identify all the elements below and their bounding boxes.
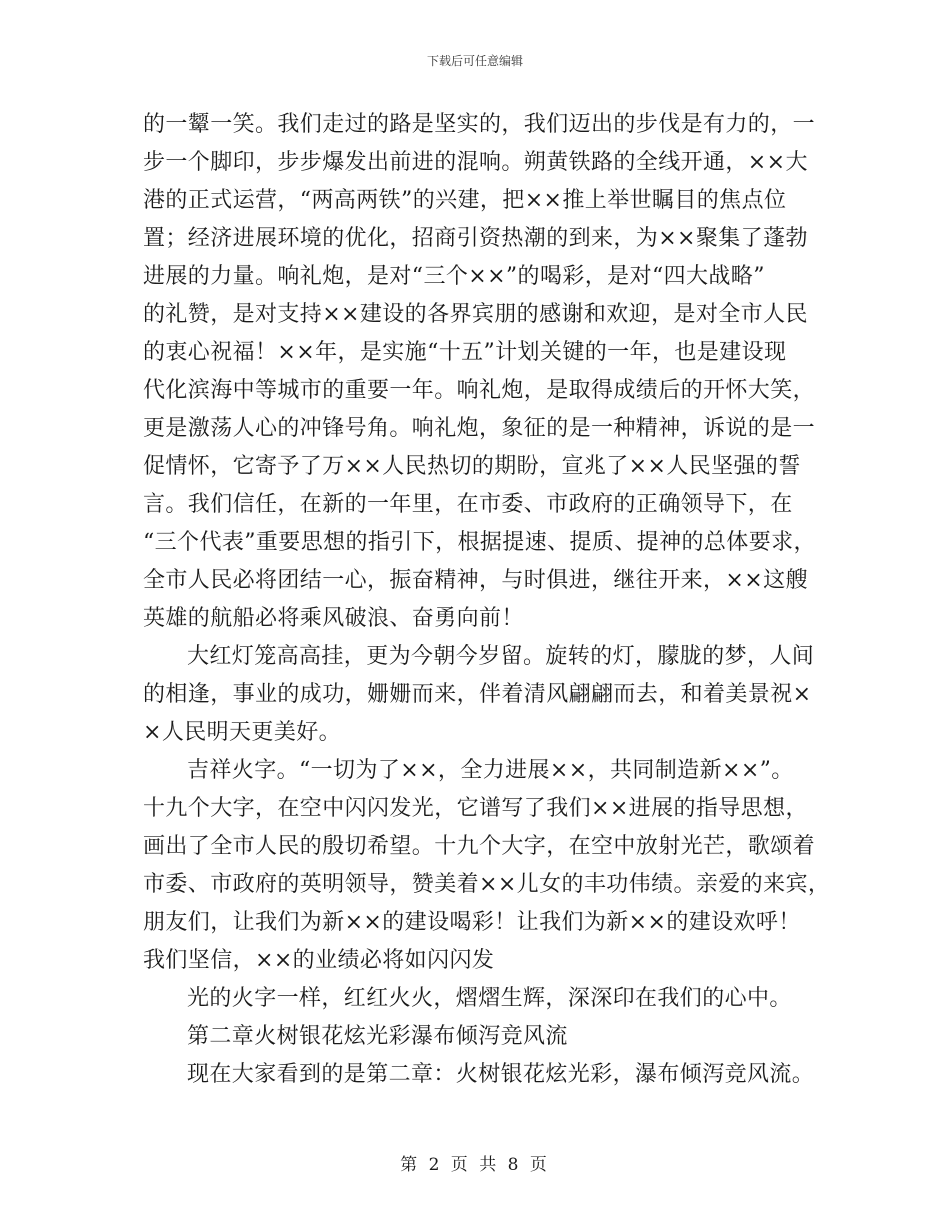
document-body bbox=[143, 106, 843, 1094]
text-line: 现在大家看到的是第二章：火树银花炫光彩，瀑布倾泻竞风流。 bbox=[187, 1062, 815, 1087]
text-line: 促情怀，它寄予了万××人民热切的期盼，宣兆了××人民坚强的誓 bbox=[143, 454, 801, 479]
text-line: 的衷心祝福！××年，是实施“十五”计划关键的一年，也是建设现 bbox=[143, 340, 787, 365]
text-line: 言。我们信任，在新的一年里，在市委、市政府的正确领导下，在 bbox=[143, 492, 793, 517]
text-line: 英雄的航船必将乘风破浪、奋勇向前！ bbox=[143, 606, 524, 631]
page-header: 下载后可任意编辑 bbox=[426, 54, 523, 68]
chapter-heading: 第二章火树银花炫光彩瀑布倾泻竞风流 bbox=[187, 1024, 568, 1049]
text-line: 的礼赞，是对支持××建设的各界宾朋的感谢和欢迎，是对全市人民 bbox=[143, 302, 808, 327]
text-line: 市委、市政府的英明领导，赞美着××儿女的丰功伟绩。亲爱的来宾， bbox=[143, 872, 831, 897]
text-line: ×人民明天更美好。 bbox=[143, 720, 342, 745]
text-line: 大红灯笼高高挂，更为今朝今岁留。旋转的灯，朦胧的梦，人间 bbox=[187, 644, 815, 669]
text-line: 代化滨海中等城市的重要一年。响礼炮，是取得成绩后的开怀大笑， bbox=[143, 378, 816, 403]
text-line: 港的正式运营，“两高两铁”的兴建，把××推上举世瞩目的焦点位 bbox=[143, 188, 787, 213]
text-line: 步一个脚印，步步爆发出前进的混响。朔黄铁路的全线开通，××大 bbox=[143, 150, 808, 175]
text-line: “三个代表”重要思想的指引下，根据提速、提质、提神的总体要求， bbox=[143, 530, 816, 555]
text-line: 全市人民必将团结一心，振奋精神，与时俱进，继往开来，××这艘 bbox=[143, 568, 808, 593]
text-line: 光的火字一样，红红火火，熠熠生辉，深深印在我们的心中。 bbox=[187, 986, 792, 1011]
text-line: 十九个大字，在空中闪闪发光，它谱写了我们××进展的指导思想， bbox=[143, 796, 808, 821]
text-line: 置；经济进展环境的优化，招商引资热潮的到来，为××聚集了蓬勃 bbox=[143, 226, 808, 251]
text-line: 进展的力量。响礼炮，是对“三个××”的喝彩，是对“四大战略” bbox=[143, 264, 765, 289]
text-line: 的一颦一笑。我们走过的路是坚实的，我们迈出的步伐是有力的，一 bbox=[143, 112, 816, 137]
text-line: 吉祥火字。“一切为了××，全力进展××，共同制造新××”。 bbox=[187, 758, 794, 783]
text-line: 的相逢，事业的成功，姗姗而来，伴着清风翩翩而去，和着美景祝× bbox=[143, 682, 812, 707]
text-line: 画出了全市人民的殷切希望。十九个大字，在空中放射光芒，歌颂着 bbox=[143, 834, 816, 859]
page-number: 第 2 页 共 8 页 bbox=[400, 1155, 550, 1175]
text-line: 我们坚信，××的业绩必将如闪闪发 bbox=[143, 948, 495, 973]
text-line: 更是激荡人心的冲锋号角。响礼炮，象征的是一种精神，诉说的是一 bbox=[143, 416, 816, 441]
text-line: 朋友们，让我们为新××的建设喝彩！让我们为新××的建设欢呼！ bbox=[143, 910, 801, 935]
